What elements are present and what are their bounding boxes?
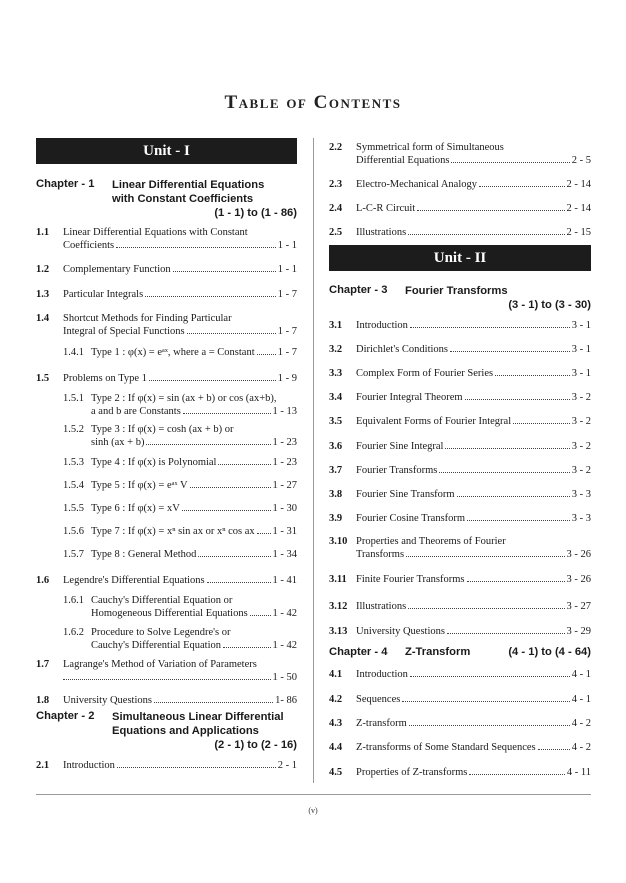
page-number: 1 - 34: [272, 549, 297, 560]
section-title: Fourier Cosine Transform: [356, 513, 466, 524]
section-number: 1.6.1: [63, 595, 84, 606]
section-title: a and b are Constants: [91, 406, 181, 417]
page-number: 3 - 29: [566, 626, 591, 637]
chapter-page-range: (2 - 1) to (2 - 16): [214, 739, 297, 751]
page-number: 1 - 9: [277, 373, 297, 384]
section-number: 3.1: [329, 320, 343, 331]
page-number: 1 - 1: [277, 264, 297, 275]
toc-entry-3-13[interactable]: [329, 625, 591, 638]
section-title: Linear Differential Equations with Constant: [63, 227, 248, 238]
section-number: 4.5: [329, 767, 343, 778]
section-title: Symmetrical form of Simultaneous: [356, 142, 504, 153]
toc-entry-1-6-1[interactable]: [36, 594, 297, 620]
toc-entry-1-5-6[interactable]: [36, 525, 297, 538]
section-title: Electro-Mechanical Analogy: [356, 179, 477, 190]
section-title: Fourier Transforms: [356, 465, 438, 476]
page-number: 3 - 1: [571, 320, 591, 331]
section-number: 3.2: [329, 344, 343, 355]
page-number: 3 - 3: [571, 489, 591, 500]
toc-entry-1-5-4[interactable]: [36, 479, 297, 492]
section-number: 1.5: [36, 373, 50, 384]
toc-entry-4-4[interactable]: [329, 741, 591, 754]
section-number: 2.1: [36, 760, 50, 771]
section-title: Introduction: [63, 760, 115, 771]
section-number: 1.5.7: [63, 549, 84, 560]
section-number: 1.4: [36, 313, 50, 324]
toc-entry-4-1[interactable]: [329, 668, 591, 681]
section-title: Complex Form of Fourier Series: [356, 368, 494, 379]
section-number: 1.7: [36, 659, 50, 670]
toc-entry-3-10[interactable]: [329, 535, 591, 561]
chapter-title: Simultaneous Linear Differential: [112, 711, 284, 723]
section-number: 4.1: [329, 669, 343, 680]
toc-entry-1-5-7[interactable]: [36, 548, 297, 561]
section-title: Fourier Sine Transform: [356, 489, 455, 500]
toc-entry-3-2[interactable]: [329, 343, 591, 356]
toc-entry-2-2[interactable]: [329, 141, 591, 167]
section-title: Illustrations: [356, 227, 407, 238]
toc-entry-4-3[interactable]: [329, 717, 591, 730]
column-divider: [313, 138, 314, 783]
footer-rule: [36, 794, 591, 795]
section-number: 1.6: [36, 575, 50, 586]
page-number: 3 - 3: [571, 513, 591, 524]
section-title: Legendre's Differential Equations: [63, 575, 205, 586]
section-title: L-C-R Circuit: [356, 203, 416, 214]
page-number: 3 - 26: [566, 549, 591, 560]
section-title: Fourier Sine Integral: [356, 441, 444, 452]
page-number: 1- 86: [275, 695, 297, 706]
section-number: 1.5.1: [63, 393, 84, 404]
chapter-heading-2: [36, 710, 297, 752]
section-title: Type 6 : If φ(x) = xV: [91, 503, 180, 514]
chapter-heading-4: [329, 646, 591, 658]
section-number: 3.9: [329, 513, 343, 524]
section-number: 3.5: [329, 416, 343, 427]
section-title: Type 1 : φ(x) = eᵃˣ, where a = Constant: [91, 347, 255, 358]
section-title: Shortcut Methods for Finding Particular: [63, 313, 232, 324]
page-number: 3 - 27: [566, 601, 591, 612]
section-title: Complementary Function: [63, 264, 171, 275]
section-title: Integral of Special Functions: [63, 326, 185, 337]
section-number: 3.13: [329, 626, 348, 637]
toc-entry-1-5-2[interactable]: [36, 423, 297, 449]
page-number: 3 - 1: [571, 368, 591, 379]
toc-entry-3-4[interactable]: [329, 391, 591, 404]
section-title: University Questions: [356, 626, 445, 637]
section-title: Illustrations: [356, 601, 407, 612]
section-title: Particular Integrals: [63, 289, 144, 300]
page-number: 2 - 15: [566, 227, 591, 238]
section-title: Cauchy's Differential Equation: [91, 640, 221, 651]
chapter-page-range: (1 - 1) to (1 - 86): [214, 207, 297, 219]
section-title: Homogeneous Differential Equations: [91, 608, 248, 619]
section-number: 1.5.3: [63, 457, 84, 468]
toc-entry-3-11[interactable]: [329, 573, 591, 586]
section-number: 3.7: [329, 465, 343, 476]
chapter-title: with Constant Coefficients: [112, 193, 254, 205]
section-number: 3.8: [329, 489, 343, 500]
page-number: 4 - 2: [571, 718, 591, 729]
toc-entry-2-1[interactable]: [36, 759, 297, 772]
chapter-title: Z-Transform: [405, 646, 471, 658]
toc-entry-3-3[interactable]: [329, 367, 591, 380]
section-title: Finite Fourier Transforms: [356, 574, 465, 585]
toc-entry-3-7[interactable]: [329, 464, 591, 477]
section-title: Introduction: [356, 669, 408, 680]
page-number: 1 - 23: [272, 457, 297, 468]
chapter-page-range: (4 - 1) to (4 - 64): [508, 646, 591, 658]
page-number: 1 - 41: [272, 575, 297, 586]
chapter-page-range: (3 - 1) to (3 - 30): [508, 299, 591, 311]
section-number: 2.3: [329, 179, 343, 190]
page-number: 3 - 2: [571, 416, 591, 427]
section-number: 4.4: [329, 742, 343, 753]
page-number: 2 - 5: [571, 155, 591, 166]
section-number: 1.5.6: [63, 526, 84, 537]
section-title: University Questions: [63, 695, 152, 706]
section-number: 1.8: [36, 695, 50, 706]
page-number: 1 - 7: [277, 347, 297, 358]
chapter-title: Equations and Applications: [112, 725, 259, 737]
toc-entry-3-8[interactable]: [329, 488, 591, 501]
toc-entry-1-4-1[interactable]: [36, 346, 297, 359]
toc-entry-1-6-2[interactable]: [36, 626, 297, 652]
page-number: 4 - 1: [571, 694, 591, 705]
section-number: 3.10: [329, 536, 348, 547]
section-title: Dirichlet's Conditions: [356, 344, 449, 355]
page-number: 4 - 1: [571, 669, 591, 680]
page-number: 1 - 7: [277, 326, 297, 337]
section-title: Sequences: [356, 694, 401, 705]
page-number: 1 - 42: [272, 640, 297, 651]
chapter-number: Chapter - 3: [329, 284, 388, 296]
section-number: 4.2: [329, 694, 343, 705]
unit-header-1: Unit - I: [36, 138, 297, 164]
section-number: 2.2: [329, 142, 343, 153]
section-number: 1.1: [36, 227, 50, 238]
section-number: 3.11: [329, 574, 347, 585]
toc-entry-4-2[interactable]: [329, 693, 591, 706]
toc-entry-1-5-3[interactable]: [36, 456, 297, 469]
section-title: Problems on Type 1: [63, 373, 147, 384]
chapter-number: Chapter - 2: [36, 710, 95, 722]
section-number: 4.3: [329, 718, 343, 729]
section-number: 1.2: [36, 264, 50, 275]
section-number: 2.4: [329, 203, 343, 214]
section-number: 3.12: [329, 601, 348, 612]
toc-entry-1-2[interactable]: [36, 263, 297, 276]
toc-entry-3-5[interactable]: [329, 415, 591, 428]
chapter-number: Chapter - 4: [329, 646, 388, 658]
toc-entry-1-5[interactable]: [36, 372, 297, 385]
page-number: 1 - 27: [272, 480, 297, 491]
toc-entry-2-3[interactable]: [329, 178, 591, 191]
section-title: Differential Equations: [356, 155, 450, 166]
toc-entry-2-4[interactable]: [329, 202, 591, 215]
section-title: Type 2 : If φ(x) = sin (ax + b) or cos (ax+b),: [91, 393, 277, 404]
section-title: sinh (ax + b): [91, 437, 145, 448]
chapter-heading-1: [36, 178, 297, 220]
section-number: 1.5.5: [63, 503, 84, 514]
chapter-title: Fourier Transforms: [405, 285, 508, 297]
unit-header-2: Unit - II: [329, 245, 591, 271]
toc-entry-2-5[interactable]: [329, 226, 591, 239]
section-title: Transforms: [356, 549, 405, 560]
page-number: 3 - 2: [571, 441, 591, 452]
section-title: Procedure to Solve Legendre's or: [91, 627, 231, 638]
page-number: 1 - 30: [272, 503, 297, 514]
toc-entry-1-1[interactable]: [36, 226, 297, 252]
page-number: 2 - 1: [277, 760, 297, 771]
page-number: 1 - 50: [272, 672, 297, 683]
section-title: Lagrange's Method of Variation of Parameters: [63, 659, 257, 670]
page-number: 3 - 2: [571, 465, 591, 476]
page-number: 4 - 2: [571, 742, 591, 753]
page-number: 1 - 13: [272, 406, 297, 417]
toc-entry-4-5[interactable]: [329, 766, 591, 779]
page-number: 3 - 26: [566, 574, 591, 585]
section-title: Fourier Integral Theorem: [356, 392, 463, 403]
page-number: 1 - 23: [272, 437, 297, 448]
section-title: Type 4 : If φ(x) is Polynomial: [91, 457, 217, 468]
toc-entry-3-12[interactable]: [329, 600, 591, 613]
toc-entry-3-9[interactable]: [329, 512, 591, 525]
page-number: 3 - 2: [571, 392, 591, 403]
toc-entry-1-5-1[interactable]: [36, 392, 297, 418]
section-title: Equivalent Forms of Fourier Integral: [356, 416, 512, 427]
chapter-heading-3: [329, 284, 591, 312]
page-number: 1 - 1: [277, 240, 297, 251]
section-number: 3.6: [329, 441, 343, 452]
section-number: 2.5: [329, 227, 343, 238]
section-title: Type 7 : If φ(x) = xⁿ sin ax or xⁿ cos ax: [91, 526, 255, 537]
toc-entry-3-1[interactable]: [329, 319, 591, 332]
chapter-title: Linear Differential Equations: [112, 179, 265, 191]
toc-entry-1-4[interactable]: [36, 312, 297, 338]
page-number: 2 - 14: [566, 203, 591, 214]
toc-entry-1-8[interactable]: [36, 694, 297, 707]
section-number: 1.6.2: [63, 627, 84, 638]
section-title: Type 8 : General Method: [91, 549, 197, 560]
toc-entry-1-3[interactable]: [36, 288, 297, 301]
section-number: 1.5.2: [63, 424, 84, 435]
section-number: 3.4: [329, 392, 343, 403]
page-title: Table of Contents: [224, 92, 402, 113]
page-number: 4 - 11: [566, 767, 591, 778]
section-title: Type 3 : If φ(x) = cosh (ax + b) or: [91, 424, 234, 435]
section-title: Cauchy's Differential Equation or: [91, 595, 233, 606]
section-title: Type 5 : If φ(x) = eᵃˣ V: [91, 480, 188, 491]
section-title: Properties and Theorems of Fourier: [356, 536, 506, 547]
section-title: Z-transforms of Some Standard Sequences: [356, 742, 536, 753]
section-title: Z-transform: [356, 718, 407, 729]
section-title: Introduction: [356, 320, 408, 331]
section-number: 3.3: [329, 368, 343, 379]
page-number: 1 - 7: [277, 289, 297, 300]
section-number: 1.5.4: [63, 480, 84, 491]
section-number: 1.3: [36, 289, 50, 300]
page-number-footer: (v): [308, 806, 318, 815]
page-number: 2 - 14: [566, 179, 591, 190]
toc-entry-1-5-5[interactable]: [36, 502, 297, 515]
toc-entry-3-6[interactable]: [329, 440, 591, 453]
toc-entry-1-6[interactable]: [36, 574, 297, 587]
section-title: Properties of Z-transforms: [356, 767, 468, 778]
page-number: 1 - 42: [272, 608, 297, 619]
page-number: 3 - 1: [571, 344, 591, 355]
section-title: Coefficients: [63, 240, 115, 251]
page-number: 1 - 31: [272, 526, 297, 537]
section-number: 1.4.1: [63, 347, 84, 358]
toc-entry-1-7[interactable]: [36, 658, 297, 684]
chapter-number: Chapter - 1: [36, 178, 95, 190]
